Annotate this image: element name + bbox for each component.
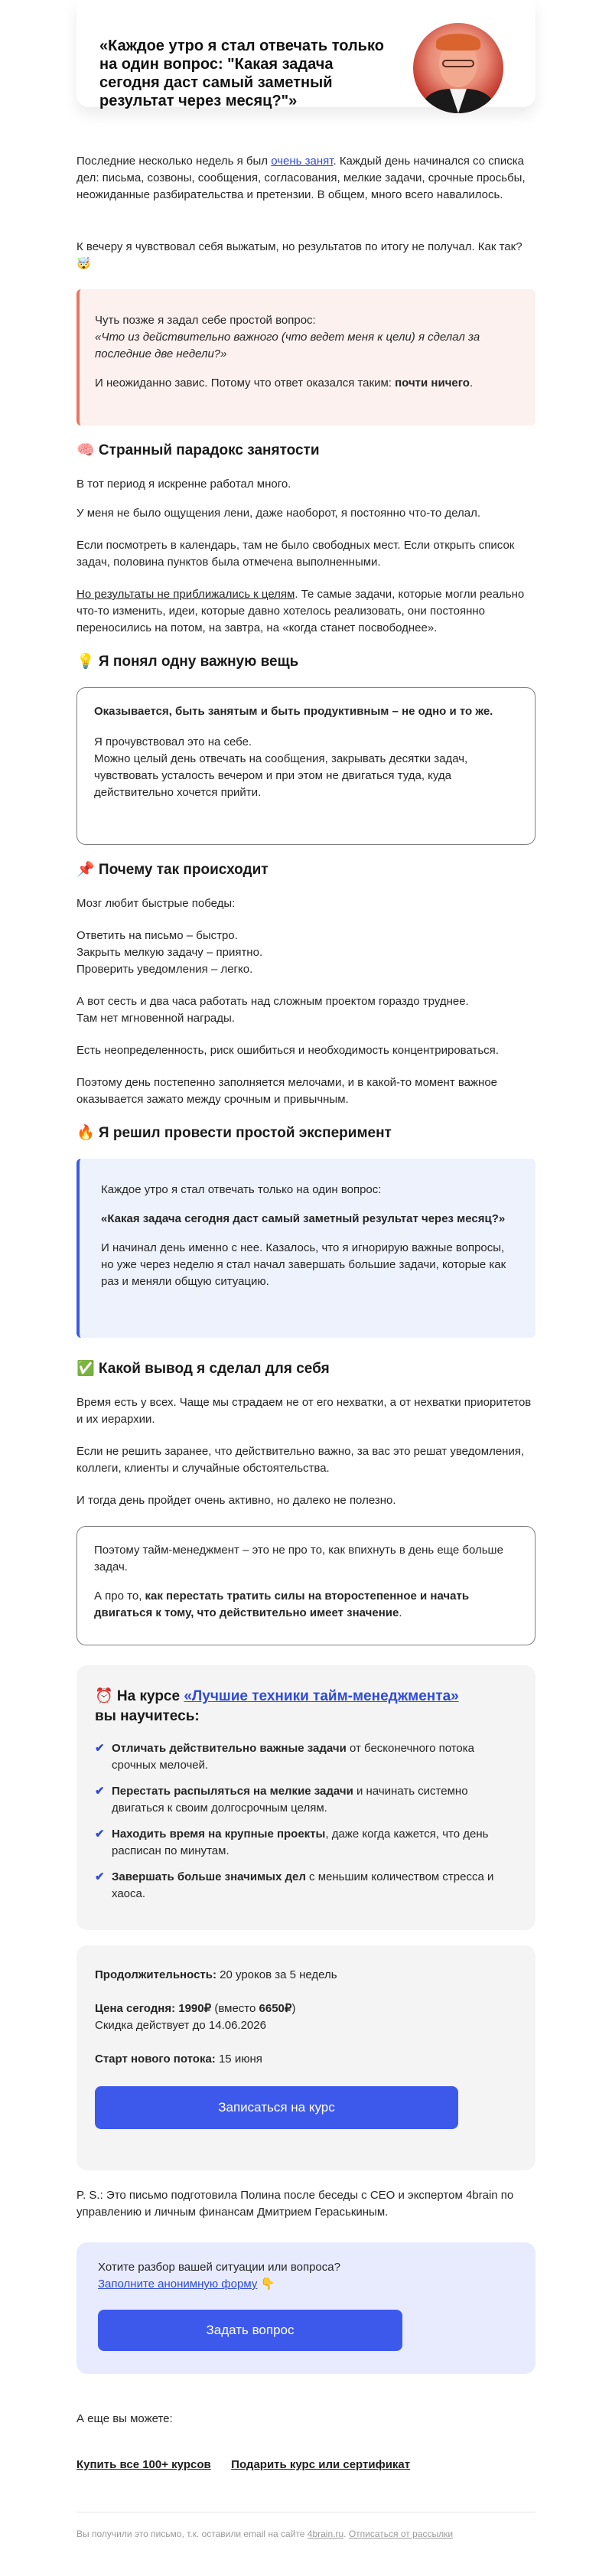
insight-bold: Оказывается, быть занятым и быть продуктивным – не одно и то же. xyxy=(94,705,493,718)
insight-box xyxy=(76,687,536,845)
conclusion-p1: Время есть у всех. Чаще мы страдаем не от его нехватки, а от нехватки приоритетов и их иерархии. xyxy=(76,1396,532,1426)
conclusion-box-p1: Поэтому тайм-менеджмент – это не про то, как впихнуть в день еще больше задач. xyxy=(94,1544,503,1573)
more-text: А еще вы можете: xyxy=(76,2412,173,2425)
course-item: ✔ Завершать больше значимых дел с меньшим количеством стресса и хаоса. xyxy=(95,1870,494,1900)
conclusion-box xyxy=(76,1526,536,1645)
busy-link[interactable]: очень занят xyxy=(271,155,334,168)
question-box xyxy=(76,289,536,426)
experiment-p2: «Какая задача сегодня даст самый заметный результат через месяц?» xyxy=(101,1212,506,1225)
insight-p1: Я прочувствовал это на себе. xyxy=(94,735,252,748)
check-icon: ✔ xyxy=(95,1828,105,1841)
buy-all-courses-link[interactable]: Купить все 100+ курсов xyxy=(76,2458,211,2471)
header-title: «Каждое утро я стал отвечать только на один вопрос: "Какая задача сегодня даст самый заметный результат через месяц?"» xyxy=(99,37,384,109)
question-line-1: Чуть позже я задал себе простой вопрос: xyxy=(95,314,316,327)
question-line-3: И неожиданно завис. Потому что ответ оказался таким: почти ничего. xyxy=(95,377,474,390)
course-item: ✔ Перестать распыляться на мелкие задачи и начинать системно двигаться к своим долгосрочным целям. xyxy=(95,1785,468,1815)
intro-paragraph-1: Последние несколько недель я был очень занят. Каждый день начинался со списка дел: письма, созвоны, сообщения, согласования, мелкие задачи, срочные просьбы, неожиданные разбирательства и претензии. В общем, много всего навалилось. xyxy=(76,155,526,201)
conclusion-heading: ✅ Какой вывод я сделал для себя xyxy=(76,1361,330,1377)
site-link[interactable]: 4brain.ru xyxy=(307,2529,344,2539)
check-icon: ✔ xyxy=(95,1742,105,1755)
experiment-p1: Каждое утро я стал отвечать только на один вопрос: xyxy=(101,1183,382,1196)
question-cta-line: Заполните анонимную форму 👇 xyxy=(98,2278,275,2291)
conclusion-p3: И тогда день пройдет очень активно, но далеко не полезно. xyxy=(76,1494,396,1507)
paradox-heading: 🧠 Странный парадокс занятости xyxy=(76,442,320,458)
question-line-2: «Что из действительно важного (что ведет меня к цели) я сделал за последние две недели?» xyxy=(95,331,480,360)
offer-box xyxy=(76,1945,536,2170)
paradox-p4: Но результаты не приближались к целям. Те самые задачи, которые могли реально что-то изменить, идеи, которые давно хотелось реализовать, они постоянно переносились на потом, на завтра, на «когда станет посвободнее». xyxy=(76,588,525,634)
why-list: Ответить на письмо – быстро. Закрыть мелкую задачу – приятно. Проверить уведомления – легко. xyxy=(76,929,263,976)
offer-duration: Продолжительность: 20 уроков за 5 недель xyxy=(95,1968,337,1981)
intro-paragraph-2: К вечеру я чувствовал себя выжатым, но результатов по итогу не получал. Как так? 🤯 xyxy=(76,240,522,270)
offer-price: Цена сегодня: 1990₽ (вместо 6650₽) xyxy=(95,2002,296,2015)
paradox-p2: У меня не было ощущения лени, даже наоборот, я постоянно что-то делал. xyxy=(76,507,481,520)
why-p4: Поэтому день постепенно заполняется мелочами, и в какой-то момент важное оказывается зажато между срочным и привычным. xyxy=(76,1076,498,1106)
header-card xyxy=(76,0,536,107)
offer-start: Старт нового потока: 15 июня xyxy=(95,2053,262,2066)
why-p2: А вот сесть и два часа работать над сложным проектом гораздо труднее. Там нет мгновенной награды. xyxy=(76,995,469,1025)
why-p3: Есть неопределенность, риск ошибиться и необходимость концентрироваться. xyxy=(76,1044,499,1057)
offer-discount: Скидка действует до 14.06.2026 xyxy=(95,2019,266,2032)
author-avatar xyxy=(413,23,503,113)
experiment-heading: 🔥 Я решил провести простой эксперимент xyxy=(76,1125,392,1141)
course-item: ✔ Отличать действительно важные задачи от бесконечного потока срочных мелочей. xyxy=(95,1742,474,1772)
experiment-p3: И начинал день именно с нее. Казалось, что я игнорирую важные вопросы, но уже через неделю я стал начал завершать большие задачи, которые как раз и меняли общую ситуацию. xyxy=(101,1241,506,1288)
more-links xyxy=(76,2458,536,2472)
insight-heading: 💡 Я понял одну важную вещь xyxy=(76,654,299,670)
gift-course-link[interactable]: Подарить курс или сертификат xyxy=(231,2458,411,2471)
paradox-p1: В тот период я искренне работал много. xyxy=(76,478,291,491)
course-heading: ⏰ На курсе «Лучшие техники тайм-менеджмента» вы научитесь: xyxy=(95,1688,459,1724)
conclusion-box-p2: А про то, как перестать тратить силы на второстепенное и начать двигаться к тому, что действительно имеет значение. xyxy=(94,1590,470,1619)
unsubscribe-link[interactable]: Отписаться от рассылки xyxy=(348,2529,454,2539)
ask-question-button[interactable]: Задать вопрос xyxy=(98,2310,402,2351)
why-p1: Мозг любит быстрые победы: xyxy=(76,897,236,910)
course-item: ✔ Находить время на крупные проекты, даже когда кажется, что день расписан по минутам. xyxy=(95,1828,489,1857)
course-box xyxy=(76,1665,536,1930)
question-cta-box xyxy=(76,2242,536,2374)
enroll-button[interactable]: Записаться на курс xyxy=(95,2086,458,2129)
check-icon: ✔ xyxy=(95,1785,105,1798)
conclusion-p2: Если не решить заранее, что действительно важно, за вас это решат уведомления, коллеги, клиенты и случайные обстоятельства. xyxy=(76,1445,525,1475)
ps-text: P. S.: Это письмо подготовила Полина после беседы с CEO и экспертом 4brain по управлению и личным финансам Дмитрием Гераськиным. xyxy=(76,2189,514,2219)
why-heading: 📌 Почему так происходит xyxy=(76,862,269,878)
paradox-p3: Если посмотреть в календарь, там не было свободных мест. Если открыть список задач, половина пунктов была отмечена выполненными. xyxy=(76,539,515,569)
course-link[interactable]: «Лучшие техники тайм-менеджмента» xyxy=(184,1688,459,1704)
check-icon: ✔ xyxy=(95,1870,105,1883)
experiment-box xyxy=(76,1159,536,1338)
insight-p2: Можно целый день отвечать на сообщения, закрывать десятки задач, чувствовать усталость вечером и при этом не двигаться туда, куда действительно хочется прийти. xyxy=(94,752,468,799)
footer-text: Вы получили это письмо, т.к. оставили email на сайте 4brain.ru. Отписаться от рассылки xyxy=(76,2529,454,2539)
question-cta-text: Хотите разбор вашей ситуации или вопроса? xyxy=(98,2261,340,2274)
email xyxy=(76,0,536,2539)
anonymous-form-link[interactable]: Заполните анонимную форму xyxy=(98,2278,258,2291)
